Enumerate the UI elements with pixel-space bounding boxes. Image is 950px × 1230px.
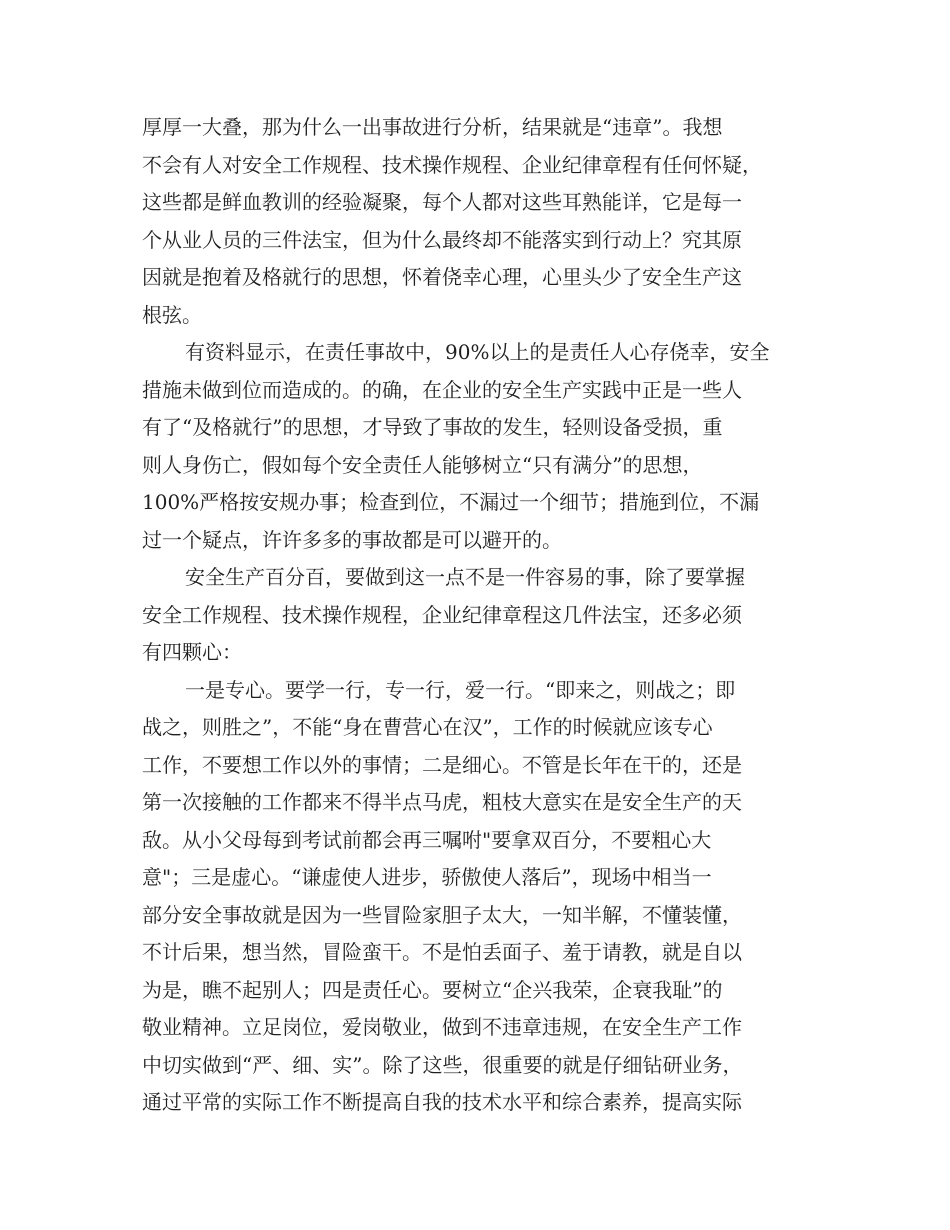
text-line: 意"；三是虚心。“谦虚使人进步，骄傲使人落后”，现场中相当一: [142, 865, 712, 889]
text-line: 中切实做到“严、细、实”。除了这些，很重要的就是仔细钻研业务，: [142, 1052, 743, 1077]
text-line: 措施未做到位而造成的。的确，在企业的安全生产实践中正是一些人: [142, 377, 742, 402]
text-line: 不计后果，想当然，冒险蛮干。不是怕丢面子、羞于请教，就是自以: [142, 940, 742, 964]
text-line: 有了“及格就行”的思想，才导致了事故的发生，轻则设备受损，重: [142, 415, 723, 439]
text-line: 通过平常的实际工作不断提高自我的技术水平和综合素养，提高实际: [142, 1090, 742, 1114]
text-line: 100%严格按安规办事；检查到位，不漏过一个细节；措施到位，不漏: [142, 490, 760, 514]
text-line: 因就是抱着及格就行的思想，怀着侥幸心理，心里头少了安全生产这: [142, 265, 742, 289]
text-line: 部分安全事故就是因为一些冒险家胆子太大，一知半解，不懂装懂，: [142, 902, 742, 927]
text-line: 战之，则胜之”，不能“身在曹营心在汉”，工作的时候就应该专心: [142, 715, 713, 739]
paragraph-start-line: 一是专心。要学一行，专一行，爱一行。“即来之，则战之；即: [185, 677, 736, 702]
text-line: 不会有人对安全工作规程、技术操作规程、企业纪律章程有任何怀疑，: [142, 152, 762, 177]
paragraph-start-line: 安全生产百分百，要做到这一点不是一件容易的事，除了要掌握: [185, 565, 745, 589]
document-body: [142, 109, 812, 1122]
text-line: 安全工作规程、技术操作规程，企业纪律章程这几件法宝，还多必须: [142, 602, 742, 627]
text-line: 工作，不要想工作以外的事情；二是细心。不管是长年在干的，还是: [142, 752, 742, 777]
text-line: 过一个疑点，许许多多的事故都是可以避开的。: [142, 527, 562, 552]
text-line: 个从业人员的三件法宝，但为什么最终却不能落实到行动上？究其原: [142, 227, 742, 252]
text-line: 这些都是鲜血教训的经验凝聚，每个人都对这些耳熟能详，它是每一: [142, 190, 742, 214]
text-line: 第一次接触的工作都来不得半点马虎，粗枝大意实在是安全生产的天: [142, 790, 742, 814]
text-line: 敌。从小父母每到考试前都会再三嘱咐"要拿双百分，不要粗心大: [142, 827, 712, 852]
text-line: 根弦。: [142, 302, 202, 327]
text-line: 有四颗心：: [142, 640, 242, 664]
text-line: 为是，瞧不起别人；四是责任心。要树立“企兴我荣，企衰我耻”的: [142, 977, 723, 1002]
text-line: 敬业精神。立足岗位，爱岗敬业，做到不违章违规，在安全生产工作: [142, 1015, 742, 1039]
text-line: 厚厚一大叠，那为什么一出事故进行分析，结果就是“违章”。我想: [142, 115, 723, 139]
paragraph-start-line: 有资料显示，在责任事故中，90%以上的是责任人心存侥幸，安全: [185, 340, 770, 364]
text-line: 则人身伤亡，假如每个安全责任人能够树立“只有满分”的思想，: [142, 452, 703, 477]
